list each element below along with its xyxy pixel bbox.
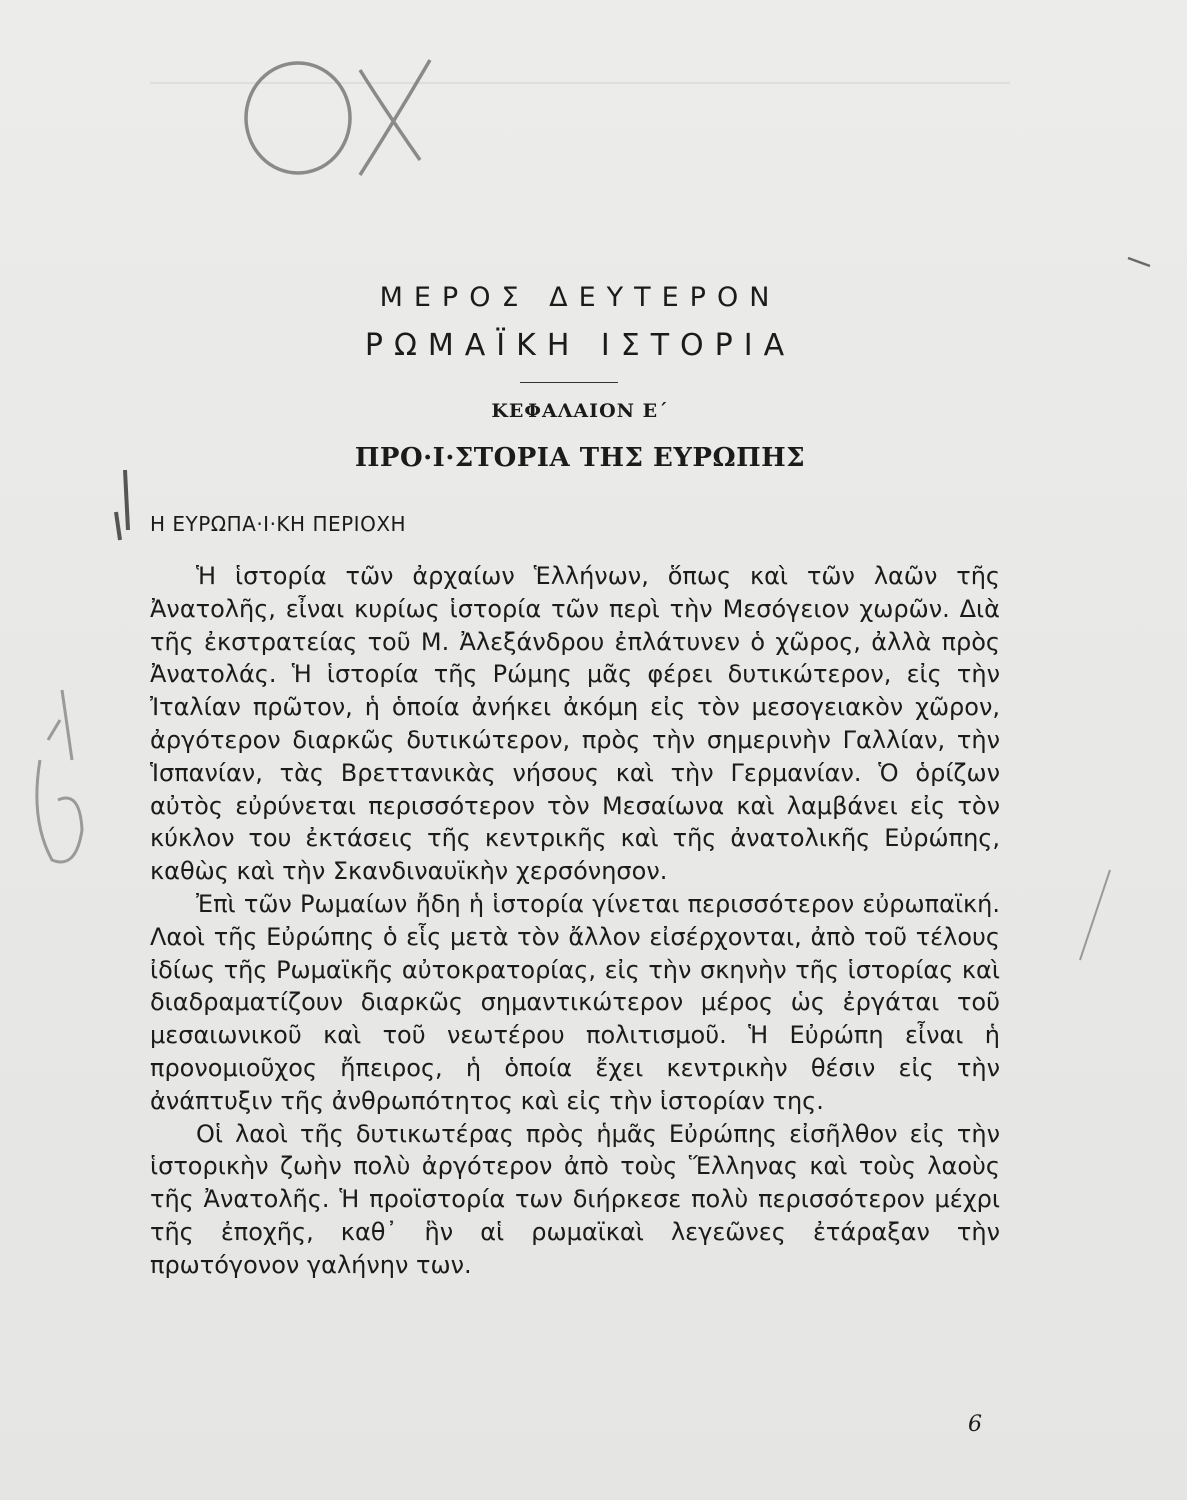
part-title: ΜΕΡΟΣ ΔΕΥΤΕΡΟΝ — [379, 282, 781, 313]
pencil-margin-number — [37, 690, 82, 862]
page-number: 6 — [968, 1412, 982, 1437]
book-title: ΡΩΜΑΪΚΗ ΙΣΤΟΡΙΑ — [364, 328, 796, 363]
bleed-through-header-rule — [150, 82, 1010, 84]
chapter-label: ΚΕΦΑΛΑΙΟΝ Ε΄ — [491, 400, 669, 422]
paragraph: Ἡ ἱστορία τῶν ἀρχαίων Ἑλλήνων, ὅπως καὶ τῶν λαῶν τῆς Ἀνατολῆς, εἶναι κυρίως ἱστορία τῶν περὶ τὴν Μεσόγειον χωρῶν. Διὰ τῆς ἐκστρατείας τοῦ Μ. Ἀλεξάνδρου ἐπλάτυνεν ὁ χῶρος, ἀλλὰ πρὸς Ἀνατολάς. Ἡ ἱστορία τῆς Ρώμης μᾶς φέρει δυτικώτερον, εἰς τὴν Ἰταλίαν πρῶτον, ἡ ὁποία ἀνήκει ἀκόμη εἰς τὸν μεσογειακὸν χῶρον, ἀργότερον διαρκῶς δυτικώτερον, πρὸς τὴν σημερινὴν Γαλλίαν, τὴν Ἱσπανίαν, τὰς Βρεττανικὰς νήσους καὶ τὴν Γερμανίαν. Ὁ ὁρίζων αὐτὸς εὐρύνεται περισσότερον τὸν Μεσαίωνα καὶ λαμβάνει εἰς τὸν κύκλον του ἐκτάσεις τῆς κεντρικῆς καὶ τῆς ἀνατολικῆς Εὐρώπης, καθὼς καὶ τὴν Σκανδιναυϊκὴν χερσόνησον. — [150, 562, 1000, 886]
pencil-right-slash — [1080, 870, 1110, 960]
pencil-right-mark — [1128, 258, 1150, 266]
title-divider — [520, 382, 618, 383]
pencil-x-mark — [360, 60, 430, 175]
paragraph: Οἱ λαοὶ τῆς δυτικωτέρας πρὸς ἡμᾶς Εὐρώπης εἰσῆλθον εἰς τὴν ἱστορικὴν ζωὴν πολὺ ἀργότερον ἀπὸ τοὺς Ἕλληνας καὶ τοὺς λαοὺς τῆς Ἀνατολῆς. Ἡ προϊστορία των διήρκεσε πολὺ περισσότερον μέχρι τῆς ἐποχῆς, καθ᾽ ἣν αἱ ρωμαϊκαὶ λεγεῶνες ἐτάραξαν τὴν πρωτόγονον γαλήνην των. — [150, 1119, 1000, 1279]
body-text — [150, 560, 1000, 1282]
section-heading: Η ΕΥΡΩΠΑ·Ι·ΚΗ ΠΕΡΙΟΧΗ — [150, 512, 407, 536]
chapter-title: ΠΡΟ·Ι·ΣΤΟΡΙΑ ΤΗΣ ΕΥΡΩΠΗΣ — [354, 443, 806, 473]
paragraph: Ἐπὶ τῶν Ρωμαίων ἤδη ἡ ἱστορία γίνεται περισσότερον εὐρωπαϊκή. Λαοὶ τῆς Εὐρώπης ὁ εἷς μετὰ τὸν ἄλλον εἰσέρχονται, ἀπὸ τοῦ τέλους ἰδίως τῆς Ρωμαϊκῆς αὐτοκρατορίας, εἰς τὴν σκηνὴν τῆς ἱστορίας καὶ διαδραματίζουν διαρκῶς σημαντικώτερον μέρος ὡς ἐργάται τοῦ μεσαιωνικοῦ καὶ τοῦ νεωτέρου πολιτισμοῦ. Ἡ Εὐρώπη εἶναι ἡ προνομιοῦχος ἤπειρος, ἡ ὁποία ἔχει κεντρικὴν θέσιν εἰς τὴν ἀνάπτυξιν τῆς ἀνθρωπότητος καὶ εἰς τὴν ἱστορίαν της. — [150, 889, 1000, 1115]
pencil-circle-mark — [246, 63, 350, 173]
pencil-margin-mark — [116, 470, 128, 540]
